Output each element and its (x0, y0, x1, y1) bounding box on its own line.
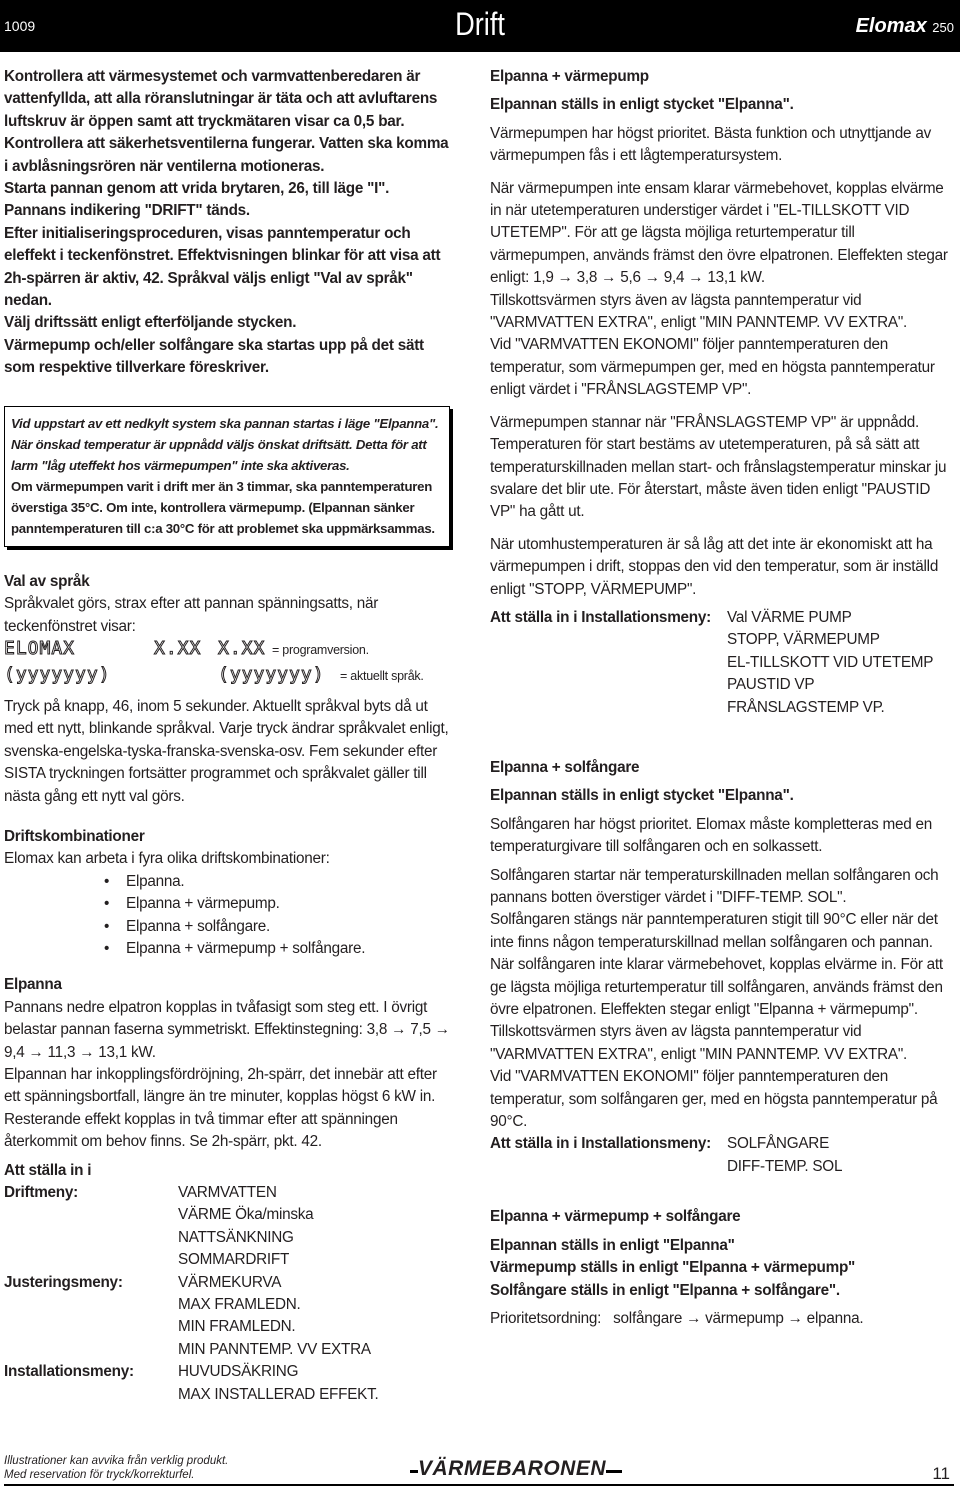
paragraph: När solfångaren inte klarar värmebehovet, kopplas elvärme in. För att ge lägsta möjliga returtemperatur till solfångaren, används främst den övre elpatronen. Eleffekten stegar enligt "Elpanna + värmepump". (490, 956, 943, 1019)
section-subheading: Elpannan ställs in enligt stycket "Elpanna". (490, 96, 794, 114)
install-item: PAUSTID VP (727, 676, 815, 694)
elpanna-text: Pannans nedre elpatron kopplas in tvåfasigt som steg ett. I övrigt belastar pannan faserna symmetriskt. Effektinstegning: 3,8 → 7,5 → 9,4 → 11,3 → 13,1 kW. (4, 998, 450, 1061)
menu-label: Justeringsmeny: (4, 1273, 123, 1291)
menu-item: SOMMARDRIFT (178, 1251, 290, 1269)
section-heading-elpanna: Elpanna (4, 976, 62, 994)
lcd-text: X.XX (218, 637, 266, 659)
language-text: Tryck på knapp, 46, inom 5 sekunder. Aktuellt språkval byts då ut med ett nytt, blinkande språkval. Varje tryck ändrar språkvalet enligt, svenska-engelska-tyska-franska-svenska-osv. Fem sekunder efter SISTA tryckningen fortsätter programmet och språkvalet gäller till nästa gång ett nytt val görs. (4, 697, 449, 805)
install-items (727, 607, 956, 719)
combinations-list (4, 871, 456, 961)
combined-setting: Värmepump ställs in enligt "Elpanna + värmepump" (490, 1259, 856, 1277)
menu-items (178, 1272, 456, 1362)
install-item: SOLFÅNGARE (727, 1135, 830, 1153)
paragraph: Solfångaren stängs när panntemperaturen stigit till 90°C eller när det inte finns någon temperaturskillnad mellan solfångaren och pannan. (490, 911, 938, 951)
install-label: Att ställa in i Installationsmeny: (490, 608, 711, 626)
menu-item: VÄRMEKURVA (178, 1273, 282, 1291)
section-subheading: Elpannan ställs in enligt stycket "Elpanna". (490, 787, 794, 805)
menu-item: HUVUDSÄKRING (178, 1363, 299, 1381)
combinations-text: Elomax kan arbeta i fyra olika driftskombinationer: (4, 850, 330, 868)
paragraph: Tillskottsvärmen styrs även av lägsta panntemperatur vid "VARMVATTEN EXTRA", enligt "MIN PANNTEMP. VV EXTRA". (490, 1023, 907, 1063)
menu-item: MIN FRAMLEDN. (178, 1318, 296, 1336)
paragraph: Värmepumpen har högst prioritet. Bästa funktion och utnyttjande av värmepumpen fås i ett lågtemperatursystem. (490, 124, 931, 165)
intro-paragraph: Värmepump och/eller solfångare ska startas upp på det sätt som respektive tillverkare föreskriver. (4, 336, 424, 377)
section-heading-combinations: Driftskombinationer (4, 827, 145, 845)
install-item: Val VÄRME PUMP (727, 608, 852, 626)
list-item: • Elpanna + värmepump + solfångare. (126, 938, 456, 960)
note-line: Om värmepumpen varit i drift mer än 3 timmar, ska panntemperaturen överstiga 35°C. Om inte, kontrollera värmepump. (Elpannan sänker panntemperaturen till c:a 30°C för att problemet ska uppmärksammas. (11, 478, 435, 536)
paragraph: Tillskottsvärmen styrs även av lägsta panntemperatur vid "VARMVATTEN EXTRA", enligt "MIN PANNTEMP. VV EXTRA". (490, 291, 907, 332)
priority-label: Prioritetsordning: (490, 1309, 602, 1327)
document-code: 1009 (4, 18, 36, 34)
intro-block (4, 66, 456, 380)
page-header (0, 0, 960, 52)
install-label: Att ställa in i Installationsmeny: (490, 1135, 711, 1153)
paragraph: Vid "VARMVATTEN EKONOMI" följer panntemperaturen den temperatur, som värmepumpen ger, med en högsta panntemperatur enligt värdet i "FRÅNSLAGSTEMP VP". (490, 336, 935, 399)
menu-label: Installationsmeny: (4, 1363, 134, 1381)
combined-setting: Elpannan ställs in enligt "Elpanna" (490, 1236, 735, 1254)
disclaimer-line: Illustrationer kan avvika från verklig produkt. (4, 1455, 229, 1467)
list-item: • Elpanna + värmepump. (126, 893, 456, 915)
intro-paragraph: Starta pannan genom att vrida brytaren, 26, till läge "I". (4, 180, 390, 198)
lcd-caption: = programversion. (272, 642, 369, 657)
page-footer (4, 1454, 956, 1482)
list-item: • Elpanna + solfångare. (126, 916, 456, 938)
elpanna-text: Elpannan har inkopplingsfördröjning, 2h-spärr, det innebär att efter ett spänningsbortfall, längre än tre minuter, kopplas högst 6 kW in. Resterande effekt kopplas in två timmar efter att spänningen återkommit om behov finns. Se 2h-spärr, pkt. 42. (4, 1066, 437, 1151)
paragraph: När värmepumpen inte ensam klarar värmebehovet, kopplas elvärme in när utetemperaturen understiger värdet i "EL-TILLSKOTT VID UTETEMP". För att ge lägsta möjliga returtemperatur till värmepumpen, används främst den övre elpatronen. Eleffekten stegar enligt: 1,9 → 3,8 → 5,6 → 9,4 → 13,1 kW. (490, 179, 948, 287)
varmebaronen-logo: VÄRMEBARONEN (418, 1457, 607, 1480)
paragraph: Vid "VARMVATTEN EKONOMI" följer panntemperaturen den temperatur, som solfångaren ger, med en högsta panntemperatur på 90°C. (490, 1068, 938, 1131)
intro-paragraph: Välj driftssätt enligt efterföljande stycken. (4, 314, 297, 332)
paragraph: Värmepumpen stannar när "FRÅNSLAGSTEMP VP" är uppnådd. Temperaturen för start bestäms av utetemperaturen, på så sätt att temperaturskillnaden mellan start- och frånslagstemperatur minskar ju svalare det blir ute. För återstart, måste även tiden enligt "PAUSTID VP" ha gått ut. (490, 413, 947, 521)
priority-value: solfångare → värmepump → elpanna. (613, 1309, 864, 1327)
section-heading-language: Val av språk (4, 572, 90, 590)
paragraph: Solfångaren startar när temperaturskillnaden mellan solfångaren och pannans botten överstiger värdet i "DIFF-TEMP. SOL". (490, 866, 939, 906)
warning-note-box (4, 406, 450, 547)
intro-paragraph: Kontrollera att värmesystemet och varmvattenberedaren är vattenfyllda, att alla röranslutningar är täta och att avluftarens luftskruv är öppen samt att tryckmätaren visar ca 0,5 bar. (4, 68, 438, 130)
install-items (727, 1133, 956, 1178)
right-column (490, 66, 956, 1330)
note-line: Vid uppstart av ett nedkylt system ska pannan startas i läge "Elpanna". När önskad temperatur är uppnådd väljs önskat driftsätt. Detta för att larm "låg uteffekt hos värmepumpen" inte ska aktiveras. (11, 415, 439, 473)
install-item: STOPP, VÄRMEPUMP (727, 631, 880, 649)
menu-item: VÄRME Öka/minska (178, 1206, 314, 1224)
footer-rule (4, 1484, 954, 1486)
install-item: FRÅNSLAGSTEMP VP. (727, 698, 885, 716)
page-title: Drift (455, 6, 505, 42)
menu-item: VARMVATTEN (178, 1184, 277, 1202)
intro-paragraph: Pannans indikering "DRIFT" tänds. (4, 202, 250, 220)
menu-item: MAX INSTALLERAD EFFEKT. (178, 1385, 379, 1403)
combined-setting: Solfångare ställs in enligt "Elpanna + solfångare". (490, 1281, 840, 1299)
lcd-text: (yyyyyyy) (4, 663, 111, 685)
menu-item: NATTSÄNKNING (178, 1228, 294, 1246)
install-item: EL-TILLSKOTT VID UTETEMP (727, 653, 934, 671)
product-brand (856, 15, 954, 38)
list-item: • Elpanna. (126, 871, 456, 893)
section-heading-solar: Elpanna + solfångare (490, 758, 640, 776)
language-text: Språkvalet görs, strax efter att pannan spänningsatts, när teckenfönstret visar: (4, 595, 379, 635)
priority-order (490, 1308, 956, 1330)
brand-number: 250 (932, 20, 954, 35)
paragraph: När utomhustemperaturen är så låg att det inte är ekonomiskt att ha värmepumpen i drift, stoppas den vid den temperatur, som är inställd enligt "STOPP, VÄRMEPUMP". (490, 535, 939, 598)
page-number: 11 (932, 1464, 950, 1483)
disclaimer-line: Med reservation för tryck/korrekturfel. (4, 1469, 195, 1481)
left-column (4, 66, 456, 1406)
lcd-text: X.XX (154, 637, 202, 659)
intro-paragraph: Kontrollera att säkerhetsventilerna fungerar. Vatten ska komma i avblåsningsrören när ventilerna motioneras. (4, 135, 449, 175)
menu-item: MIN PANNTEMP. VV EXTRA (178, 1340, 371, 1358)
paragraph: Solfångaren har högst prioritet. Elomax måste kompletteras med en temperaturgivare till solfångaren och en solkassett. (490, 815, 933, 856)
install-item: DIFF-TEMP. SOL (727, 1157, 843, 1175)
settings-heading: Att ställa in i (4, 1161, 92, 1179)
section-heading-combined: Elpanna + värmepump + solfångare (490, 1208, 741, 1226)
lcd-caption: = aktuellt språk. (340, 668, 424, 683)
menu-label: Driftmeny: (4, 1184, 78, 1202)
brand-name: Elomax (855, 15, 927, 37)
menu-items (178, 1361, 456, 1406)
lcd-text: ELOMAX (4, 637, 76, 659)
heatpump-install-settings (490, 607, 956, 719)
settings-menu-table (4, 1182, 456, 1406)
display-illustration (4, 638, 456, 690)
intro-paragraph: Efter initialiseringsproceduren, visas panntemperatur och eleffekt i teckenfönstret. Effektvisningen blinkar för att visa att 2h-spärren är aktiv, 42. Språkval väljs enligt "Val av språk" nedan. (4, 224, 441, 310)
menu-items (178, 1182, 456, 1272)
solar-install-settings (490, 1133, 956, 1178)
section-heading-heatpump: Elpanna + värmepump (490, 68, 649, 85)
menu-item: MAX FRAMLEDN. (178, 1296, 301, 1314)
lcd-text: (yyyyyyy) (218, 663, 325, 685)
